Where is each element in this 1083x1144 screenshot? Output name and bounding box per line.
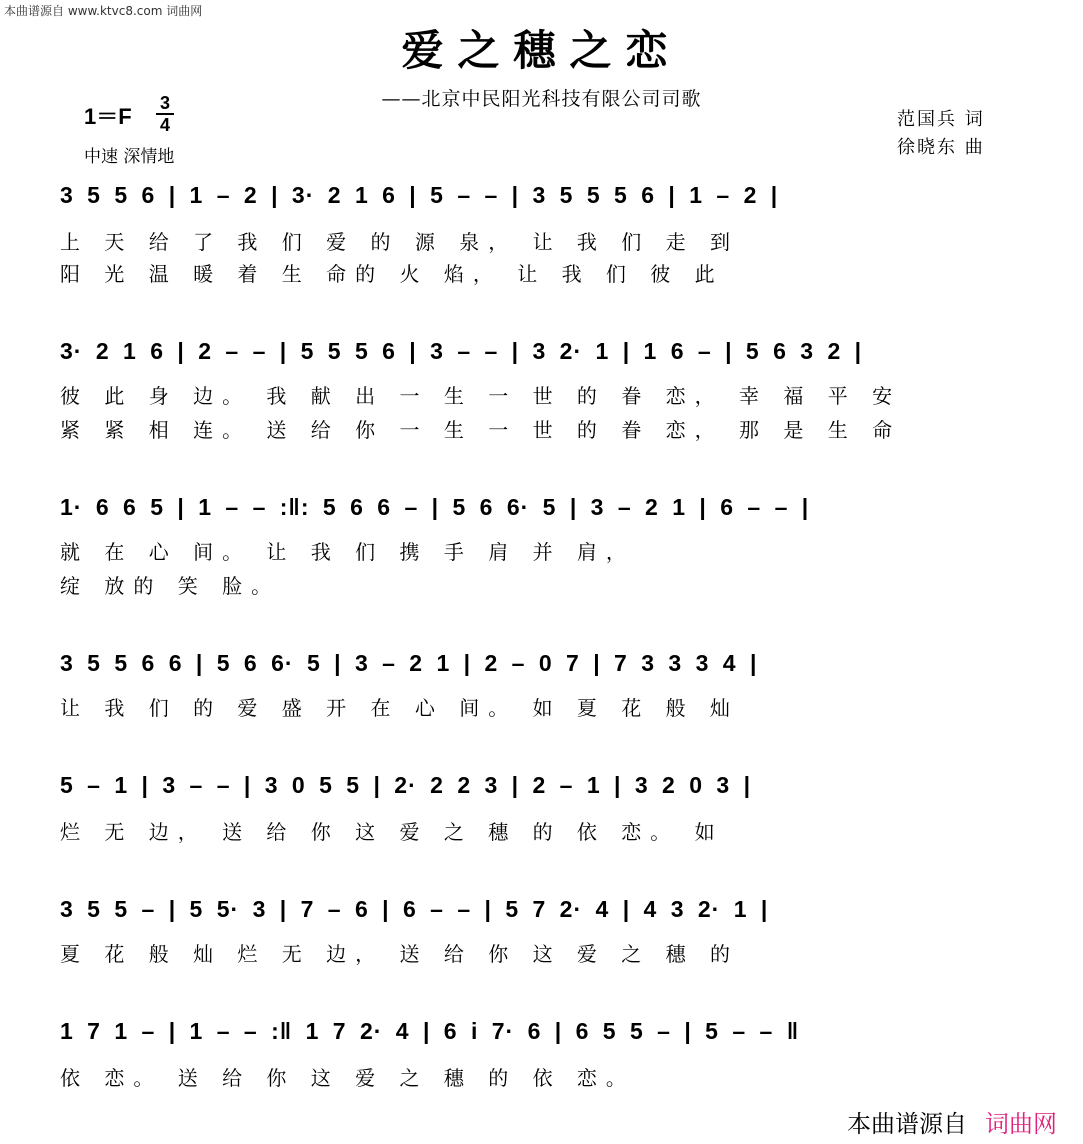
melody-line-5: 5 – 1 | 3 – – | 3 0 5 5 | 2· 2 2 3 | 2 – 1 | 3 2 0 3 | bbox=[60, 772, 752, 798]
lyrics-7: 依 恋。 送 给 你 这 爱 之 穗 的 依 恋。 bbox=[60, 1066, 635, 1090]
time-sig-bottom: 4 bbox=[159, 115, 170, 135]
melody-line-2: 3· 2 1 6 | 2 – – | 5 5 5 6 | 3 – – | 3 2· 1 | 1 6 – | 5 6 3 2 | bbox=[60, 338, 863, 364]
melody-line-4: 3 5 5 6 6 | 5 6 6· 5 | 3 – 2 1 | 2 – 0 7 | 7 3 3 3 4 | bbox=[60, 650, 758, 676]
key-signature: 1＝F bbox=[84, 104, 132, 129]
melody-line-3: 1· 6 6 5 | 1 – – :‖: 5 6 6 – | 5 6 6· 5 | 3 – 2 1 | 6 – – | bbox=[60, 494, 810, 520]
melody-line-6: 3 5 5 – | 5 5· 3 | 7 – 6 | 6 – – | 5 7 2· 4 | 4 3 2· 1 | bbox=[60, 896, 769, 922]
lyrics-4: 让 我 们 的 爱 盛 开 在 心 间。 如 夏 花 般 灿 bbox=[60, 696, 740, 720]
song-title: 爱之穗之恋 bbox=[401, 26, 682, 75]
lyrics-2-verse-1: 彼 此 身 边。 我 献 出 一 生 一 世 的 眷 恋， 幸 福 平 安 bbox=[60, 384, 902, 408]
lyricist: 范国兵 词 bbox=[897, 109, 985, 130]
melody-line-1: 3 5 5 6 | 1 – 2 | 3· 2 1 6 | 5 – – | 3 5 5 5 6 | 1 – 2 | bbox=[60, 182, 779, 208]
composer: 徐晓东 曲 bbox=[897, 137, 985, 158]
lyrics-5: 烂 无 边， 送 给 你 这 爱 之 穗 的 依 恋。 如 bbox=[60, 820, 724, 844]
watermark-bottom-site: 词曲网 bbox=[985, 1110, 1057, 1138]
song-subtitle: ——北京中民阳光科技有限公司司歌 bbox=[381, 88, 702, 110]
watermark-bottom bbox=[847, 1104, 1057, 1139]
watermark-top: 本曲谱源自 www.ktvc8.com 词曲网 bbox=[4, 4, 203, 18]
tempo-marking: 中速 深情地 bbox=[84, 147, 175, 167]
lyrics-6: 夏 花 般 灿 烂 无 边， 送 给 你 这 爱 之 穗 的 bbox=[60, 942, 740, 966]
lyrics-1-verse-1: 上 天 给 了 我 们 爱 的 源 泉， 让 我 们 走 到 bbox=[60, 230, 740, 254]
time-signature bbox=[156, 94, 174, 134]
time-sig-top: 3 bbox=[159, 93, 170, 113]
watermark-bottom-source: 本曲谱源自 bbox=[847, 1110, 967, 1138]
lyrics-3-verse-2: 绽 放的 笑 脸。 bbox=[60, 574, 281, 598]
lyrics-1-verse-2: 阳 光 温 暖 着 生 命的 火 焰， 让 我 们 彼 此 bbox=[60, 262, 724, 286]
credits bbox=[897, 106, 985, 162]
lyrics-2-verse-2: 紧 紧 相 连。 送 给 你 一 生 一 世 的 眷 恋， 那 是 生 命 bbox=[60, 418, 902, 442]
melody-line-7: 1 7 1 – | 1 – – :‖ 1 7 2· 4 | 6 i 7· 6 | 6 5 5 – | 5 – – ‖ bbox=[60, 1018, 800, 1044]
lyrics-3-verse-1: 就 在 心 间。 让 我 们 携 手 肩 并 肩， bbox=[60, 540, 635, 564]
